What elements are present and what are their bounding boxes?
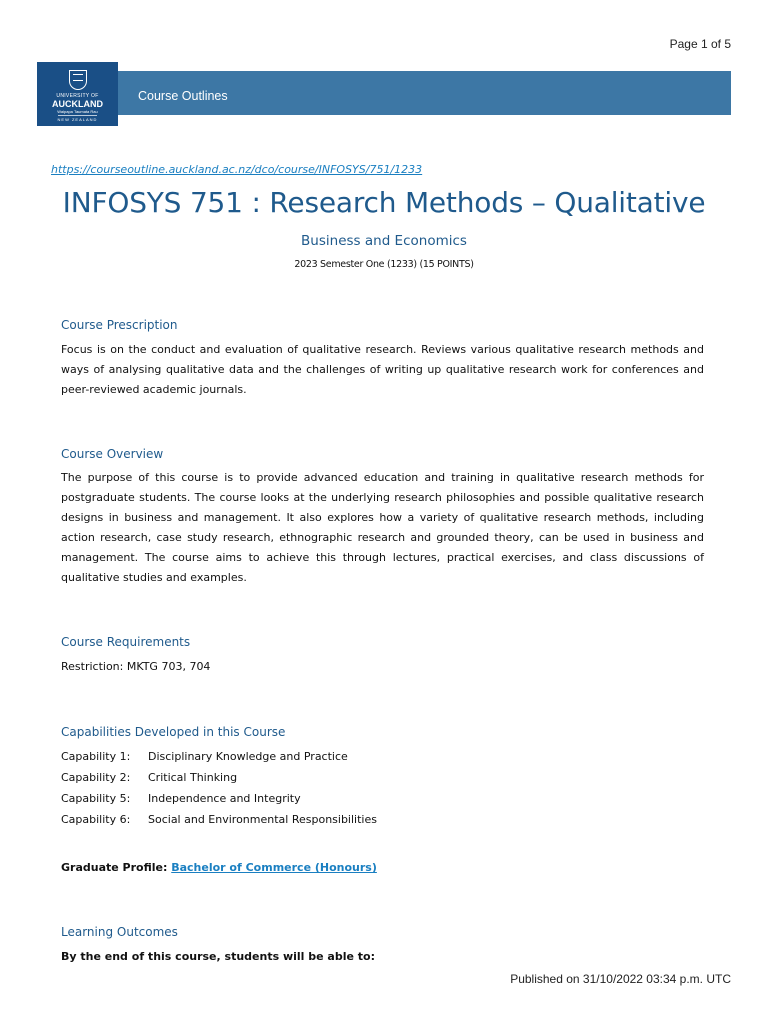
capability-value: Critical Thinking — [148, 771, 238, 784]
graduate-profile — [61, 861, 377, 874]
capability-row — [61, 771, 237, 784]
course-prescription-text: Focus is on the conduct and evaluation of qualitative research. Reviews various qualitative research methods and ways of analysing qualitative data and the challenges of writing up qualitative research work for conferences and peer-reviewed academic journals. — [61, 343, 704, 396]
logo-text-line1: UNIVERSITY OF — [56, 92, 99, 99]
logo-text-line3: Waipapa Taumata Rau — [57, 108, 98, 114]
course-requirements-text: Restriction: MKTG 703, 704 — [61, 660, 211, 673]
crest-icon — [69, 70, 87, 90]
graduate-profile-link[interactable]: Bachelor of Commerce (Honours) — [171, 861, 377, 874]
heading-course-requirements: Course Requirements — [61, 635, 191, 649]
capability-label: Capability 6: — [61, 813, 131, 826]
logo-text-line4: NEW ZEALAND — [57, 116, 98, 122]
university-logo[interactable] — [37, 62, 118, 126]
capability-row — [61, 750, 348, 763]
capability-row — [61, 792, 301, 805]
course-title: INFOSYS 751 : Research Methods – Qualitative — [62, 186, 706, 219]
capability-value: Social and Environmental Responsibilities — [148, 813, 377, 826]
faculty-name: Business and Economics — [301, 233, 467, 249]
semester-info: 2023 Semester One (1233) (15 POINTS) — [294, 259, 474, 270]
course-overview-text: The purpose of this course is to provide advanced education and training in qualitative research methods for postgraduate students. The course looks at the underlying research philosophies and possible qualitative research designs in business and management. It also explores how a variety of qualitative research methods, including action research, case study research, ethnographic research and grounded theory, can be used in business and management. The course aims to achieve this through lectures, practical exercises, and class discussions of qualitative studies and examples. — [61, 471, 704, 584]
capability-label: Capability 5: — [61, 792, 131, 805]
course-url-link[interactable]: https://courseoutline.auckland.ac.nz/dco/course/INFOSYS/751/1233 — [51, 163, 423, 176]
heading-course-prescription: Course Prescription — [61, 318, 178, 332]
learning-outcomes-intro: By the end of this course, students will be able to: — [61, 950, 375, 963]
heading-capabilities: Capabilities Developed in this Course — [61, 725, 286, 739]
heading-course-overview: Course Overview — [61, 447, 164, 461]
capability-value: Disciplinary Knowledge and Practice — [148, 750, 348, 763]
capability-row — [61, 813, 377, 826]
capability-value: Independence and Integrity — [148, 792, 301, 805]
graduate-profile-label: Graduate Profile: — [61, 861, 168, 874]
published-date: Published on 31/10/2022 03:34 p.m. UTC — [510, 972, 731, 986]
capability-label: Capability 2: — [61, 771, 131, 784]
heading-learning-outcomes: Learning Outcomes — [61, 925, 178, 939]
capability-label: Capability 1: — [61, 750, 131, 763]
logo-text-line2: AUCKLAND — [52, 98, 103, 109]
banner-title[interactable]: Course Outlines — [138, 89, 228, 103]
page-indicator: Page 1 of 5 — [669, 37, 731, 51]
